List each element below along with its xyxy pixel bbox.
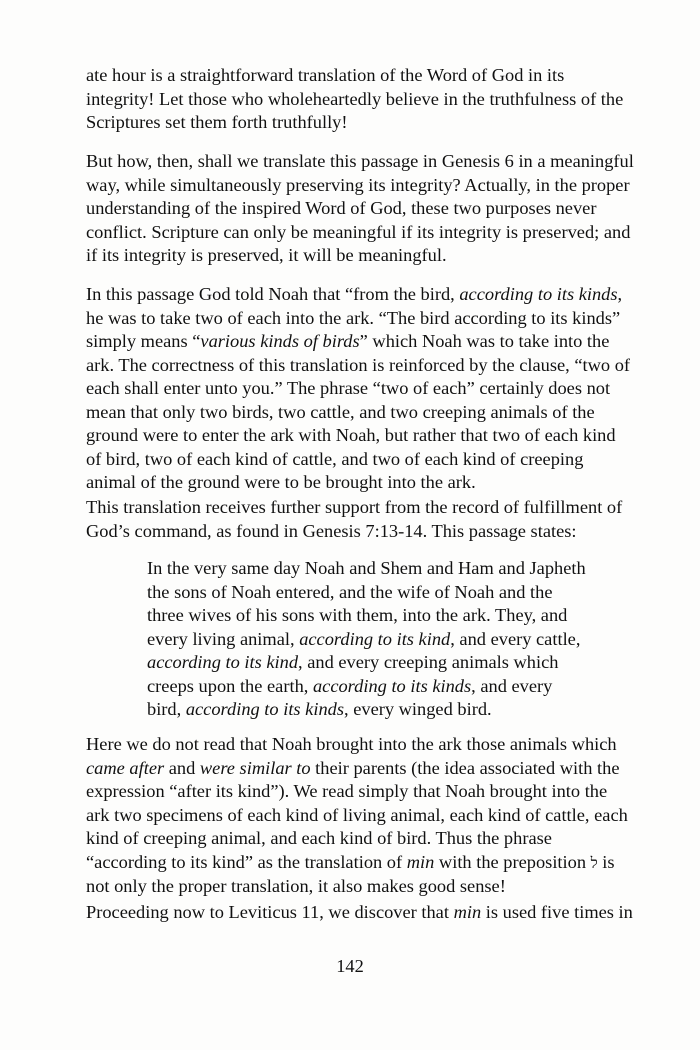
paragraph-1 <box>86 64 634 135</box>
text-run: is not only the proper translation, it also makes good sense! <box>86 851 615 896</box>
italic-run: came after <box>86 757 165 778</box>
italic-run: according to its kind <box>299 628 451 649</box>
text-run: ” which Noah was to take into the ark. The correctness of this translation is reinforced by the clause, “two of each shall enter unto you.” The phrase “two of each” certainly does not mean that only two birds, two cattle, and two creeping animals of the ground were to enter the ark with Noah, but rather that two of each kind of bird, two of each kind of cattle, and two of each kind of creeping animal of the ground were to be brought into the ark. <box>86 331 631 492</box>
text-run: with the preposition <box>434 851 591 872</box>
text-run: , he was to take two of each into the ark. “The bird according to its kinds” simply means “ <box>86 284 623 351</box>
italic-run: min <box>453 902 482 922</box>
paragraph-2-text: But how, then, shall we translate this passage in Genesis 6 in a meaningful way, while simultaneously preserving its integrity? Actually, in the proper understanding of the inspired Word of God, these two purposes never conflict. Scripture can only be meaningful if its integrity is preserved; and if its integrity is preserved, it will be meaningful. <box>86 151 634 265</box>
paragraph-5-text <box>86 733 634 899</box>
text-run: Here we do not read that Noah brought into the ark those animals which <box>86 734 617 754</box>
paragraph-6 <box>86 901 634 925</box>
paragraph-3 <box>86 283 634 495</box>
italic-run: according to its kind <box>147 652 299 672</box>
italic-run: various kinds of birds <box>200 331 360 351</box>
text-run: is used five times in <box>481 902 633 922</box>
text-run: In the very same day Noah and Shem and Ham and Japheth the sons of Noah entered, and the wife of Noah and the three wives of his sons with them, into the ark. They, and every living animal, <box>147 558 586 649</box>
block-quote-text <box>147 557 587 722</box>
paragraph-2 <box>86 150 634 268</box>
paragraph-4-text: This translation receives further support from the record of fulfillment of God’s command, as found in Genesis 7:13-14. This passage states: <box>86 497 623 541</box>
hebrew-lamed-glyph: ל <box>590 853 598 872</box>
page-number: 142 <box>336 956 364 976</box>
block-quote <box>147 557 587 722</box>
text-run: In this passage God told Noah that “from the bird, <box>86 284 460 304</box>
text-run: Proceeding now to Leviticus 11, we discover that <box>86 902 454 922</box>
paragraph-6-text <box>86 901 634 925</box>
italic-run: min <box>406 851 435 872</box>
paragraph-3-text <box>86 283 634 495</box>
text-run: and <box>164 757 200 778</box>
italic-run: according to its kinds <box>312 675 472 696</box>
italic-run: according to its kinds <box>185 699 345 719</box>
paragraph-5 <box>86 733 634 899</box>
italic-run: according to its kinds <box>459 284 618 304</box>
text-run: , every winged bird. <box>344 699 492 719</box>
paragraph-1-text: ate hour is a straightforward translation of the Word of God in its integrity! Let those who wholeheartedly believe in the truthfulness of the Scriptures set them forth truthfully! <box>86 65 624 132</box>
text-run: , and every cattle, <box>450 628 581 649</box>
italic-run: were similar to <box>199 757 311 778</box>
text-run: , and every creeping animals which creeps upon the earth, <box>147 652 559 696</box>
text-run: their parents (the idea associated with the expression “after its kind”). We read simply that Noah brought into the ark two specimens of each kind of living animal, each kind of cattle, each kind of creeping animal, and each kind of bird. Thus the phrase “according to its kind” as the translation of <box>86 757 628 872</box>
text-run: , and every bird, <box>147 675 553 719</box>
paragraph-4 <box>86 496 634 543</box>
